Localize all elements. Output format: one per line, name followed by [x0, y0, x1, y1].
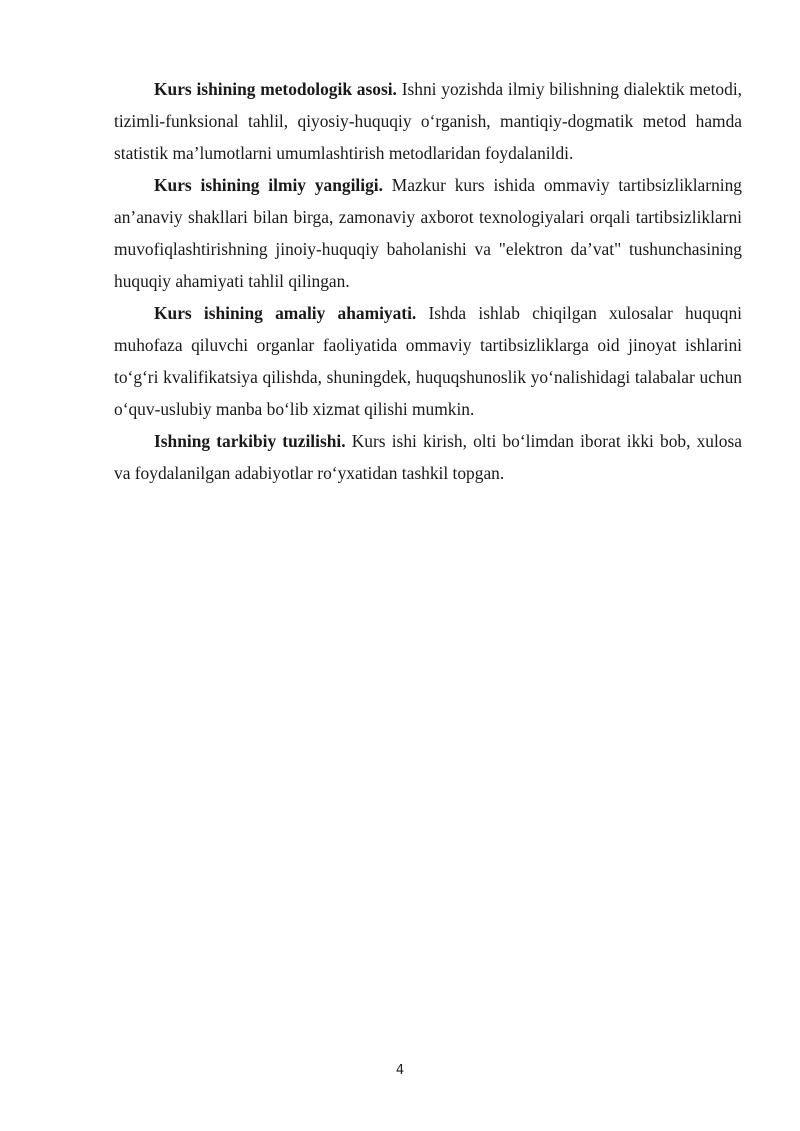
paragraph-heading: Kurs ishining ilmiy yangiligi.: [154, 175, 383, 195]
paragraph-novelty: [114, 169, 742, 297]
document-body: [114, 73, 742, 489]
paragraph-heading: Ishning tarkibiy tuzilishi.: [154, 431, 346, 451]
paragraph-heading: Kurs ishining amaliy ahamiyati.: [154, 303, 417, 323]
paragraph-text: Mazkur kurs ishida ommaviy tartibsizliklarning an’anaviy shakllari bilan birga, zamonaviy axborot texnologiyalari orqali tartibsizliklarni muvofiqlashtirishning jinoiy-huquqiy baholanishi va "elektron da’vat" tushunchasining huquqiy ahamiyati tahlil qilingan.: [114, 175, 742, 291]
paragraph-text: Ishni yozishda ilmiy bilishning dialektik metodi, tizimli-funksional tahlil, qiyosiy-huquqiy o‘rganish, mantiqiy-dogmatik metod hamda statistik ma’lumotlarni umumlashtirish metodlaridan foydalanildi.: [114, 79, 743, 163]
page-number: 4: [395, 1063, 405, 1078]
paragraph-heading: Kurs ishining metodologik asosi.: [154, 79, 397, 99]
paragraph-practical-significance: [114, 297, 742, 425]
paragraph-text: Kurs ishi kirish, olti bo‘limdan iborat ikki bob, xulosa va foydalanilgan adabiyotlar ro‘yxatidan tashkil topgan.: [114, 431, 742, 483]
paragraph-text: Ishda ishlab chiqilgan xulosalar huquqni muhofaza qiluvchi organlar faoliyatida ommaviy tartibsizliklarga oid jinoyat ishlarini to‘g‘ri kvalifikatsiya qilishda, shuningdek, huquqshunoslik yo‘nalishidagi talabalar uchun o‘quv-uslubiy manba bo‘lib xizmat qilishi mumkin.: [114, 303, 742, 419]
paragraph-methodology: [114, 73, 742, 169]
paragraph-structure: [114, 425, 742, 489]
